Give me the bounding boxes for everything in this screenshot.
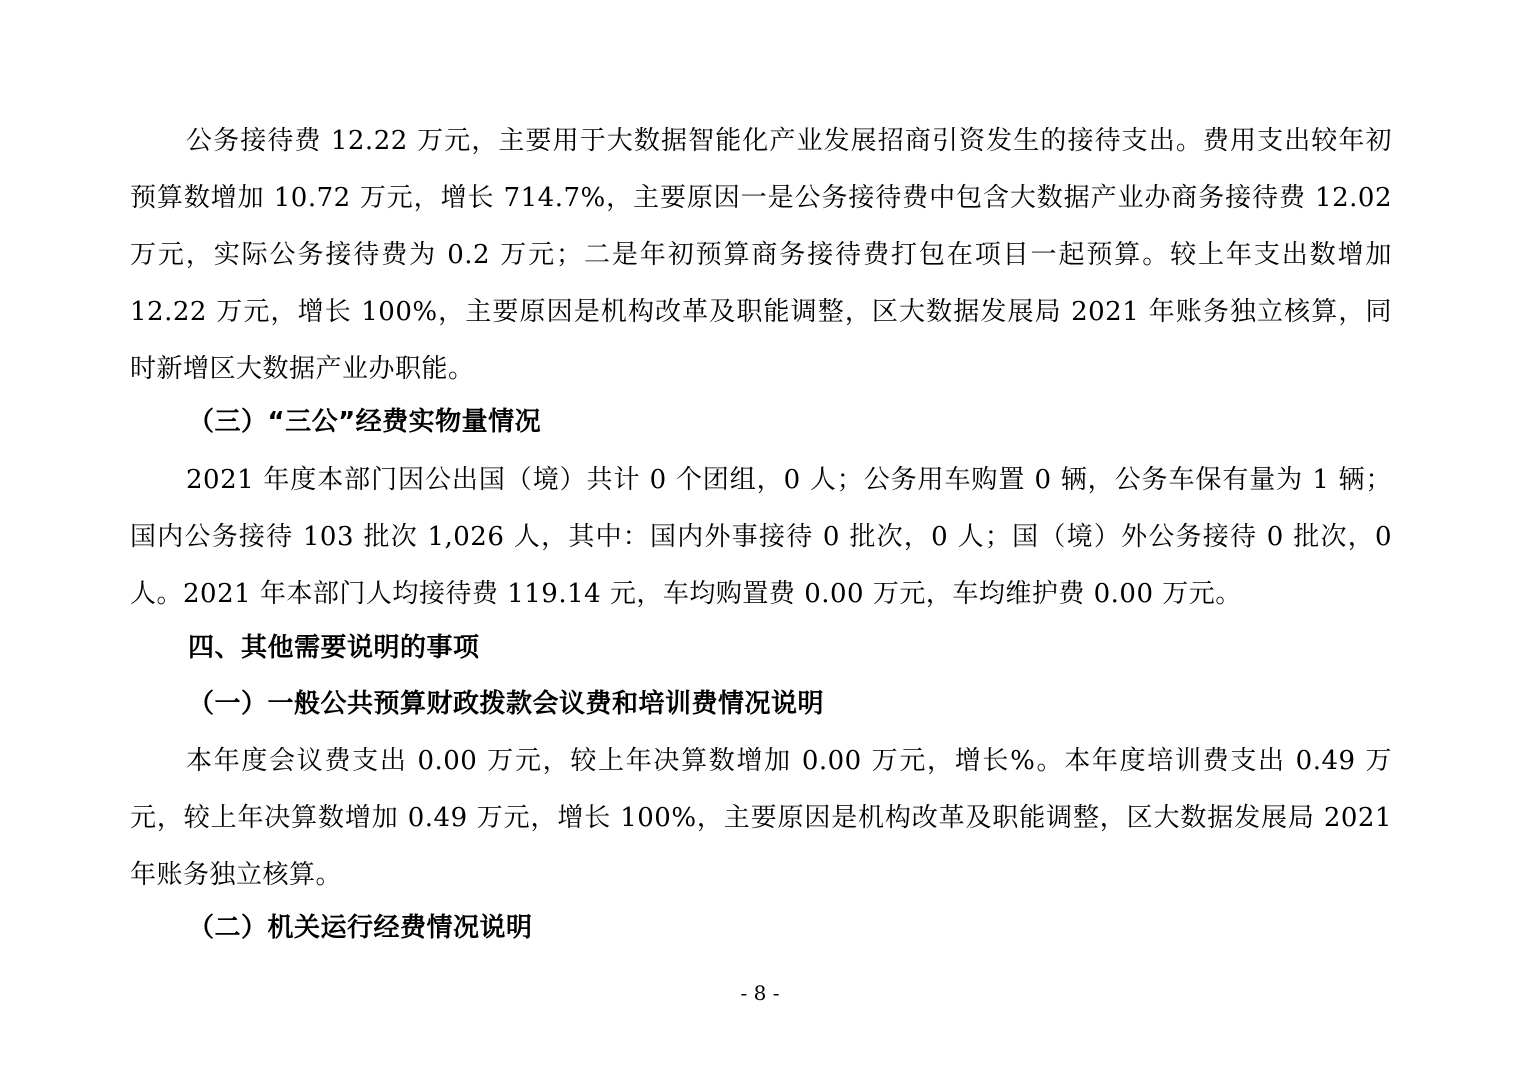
page-number: - 8 - bbox=[740, 981, 780, 1005]
paragraph-meeting-training: 本年度会议费支出 0.00 万元，较上年决算数增加 0.00 万元，增长%。本年度培训费支出 0.49 万元，较上年决算数增加 0.49 万元，增长 100%，主要原因是机构改革及职能调整，区大数据发展局 2021 年账务独立核算。 bbox=[130, 746, 1392, 890]
heading-section-four: 四、其他需要说明的事项 bbox=[188, 633, 480, 663]
paragraph-reception-fee: 公务接待费 12.22 万元，主要用于大数据智能化产业发展招商引资发生的接待支出。费用支出较年初预算数增加 10.72 万元，增长 714.7%，主要原因一是公务接待费中包含大数据产业办商务接待费 12.02 万元，实际公务接待费为 0.2 万元；二是年初预算商务接待费打包在项目一起预算。较上年支出数增加 12.22 万元，增长 100%，主要原因是机构改革及职能调整，区大数据发展局 2021 年账务独立核算，同时新增区大数据产业办职能。 bbox=[130, 126, 1392, 384]
heading-physical-quantity: （三）“三公”经费实物量情况 bbox=[188, 407, 542, 437]
paragraph-physical-quantity: 2021 年度本部门因公出国（境）共计 0 个团组，0 人；公务用车购置 0 辆，公务车保有量为 1 辆；国内公务接待 103 批次 1,026 人，其中：国内外事接待 0 批次，0 人；国（境）外公务接待 0 批次，0 人。2021 年本部门人均接待费 119.14 元，车均购置费 0.00 万元，车均维护费 0.00 万元。 bbox=[130, 465, 1392, 609]
heading-meeting-training: （一）一般公共预算财政拨款会议费和培训费情况说明 bbox=[188, 689, 825, 719]
heading-operating-expenses: （二）机关运行经费情况说明 bbox=[188, 913, 533, 943]
